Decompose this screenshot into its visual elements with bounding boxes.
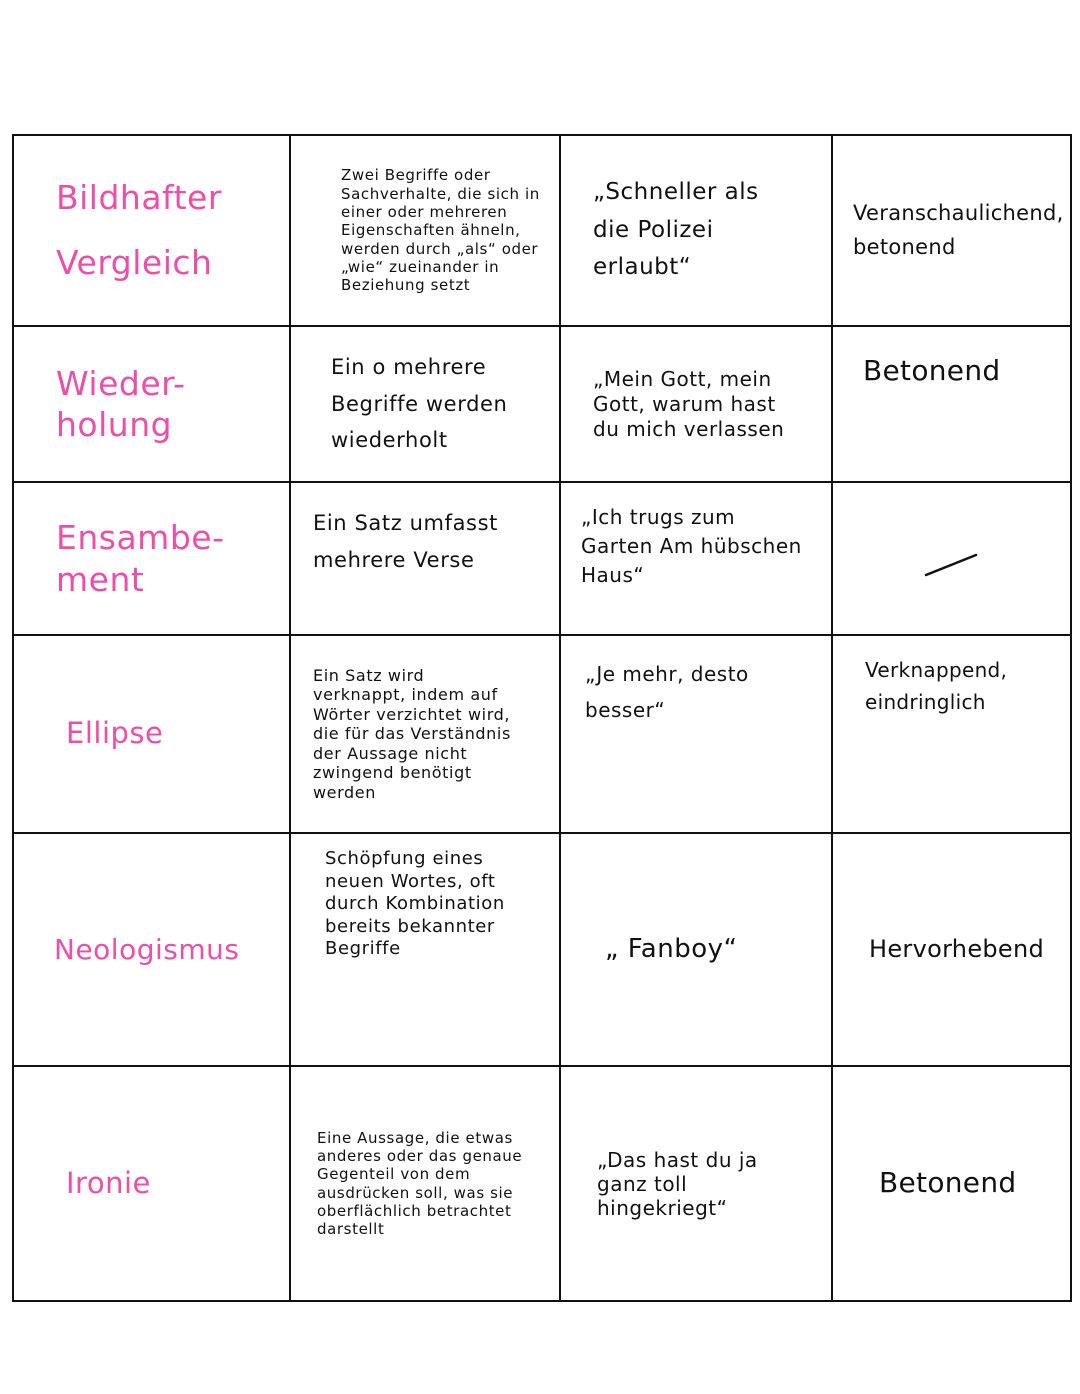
example: „Ich trugs zum Garten Am hübschen Haus“ bbox=[581, 505, 802, 587]
term: Ensambe-ment bbox=[56, 518, 225, 599]
definition: Ein Satz umfasst mehrere Verse bbox=[313, 511, 498, 572]
term: Bildhafter Vergleich bbox=[56, 178, 222, 282]
effect-cell bbox=[832, 1066, 1071, 1301]
table-row bbox=[13, 833, 1071, 1066]
definition: Ein o mehrere Begriffe werden wiederholt bbox=[331, 354, 508, 453]
term-cell bbox=[13, 1066, 290, 1301]
term: Ellipse bbox=[66, 716, 164, 751]
term: Neologismus bbox=[54, 932, 240, 966]
example-cell bbox=[560, 326, 832, 482]
example-cell bbox=[560, 135, 832, 326]
term-cell bbox=[13, 482, 290, 635]
example: „Je mehr, desto besser“ bbox=[585, 662, 749, 722]
table-row bbox=[13, 135, 1071, 326]
definition-cell bbox=[290, 833, 560, 1066]
table-row bbox=[13, 635, 1071, 833]
effect-cell bbox=[832, 635, 1071, 833]
definition-cell bbox=[290, 135, 560, 326]
definition: Ein Satz wird verknappt, indem auf Wörter verzichtet wird, die für das Verständnis der Aussage nicht zwingend benötigt werden bbox=[313, 665, 511, 802]
no-effect-dash-icon bbox=[922, 551, 982, 579]
example-cell bbox=[560, 1066, 832, 1301]
table-row bbox=[13, 482, 1071, 635]
example: „ Fanboy“ bbox=[605, 934, 738, 964]
example: „Das hast du ja ganz toll hingekriegt“ bbox=[597, 1147, 758, 1220]
example: „Schneller als die Polizei erlaubt“ bbox=[593, 178, 759, 281]
term-cell bbox=[13, 135, 290, 326]
term-cell bbox=[13, 635, 290, 833]
term-cell bbox=[13, 833, 290, 1066]
table-row bbox=[13, 1066, 1071, 1301]
term-cell bbox=[13, 326, 290, 482]
effect-cell bbox=[832, 326, 1071, 482]
worksheet bbox=[12, 134, 1070, 1300]
effect: Hervorhebend bbox=[869, 935, 1045, 964]
stylistic-devices-table bbox=[12, 134, 1072, 1302]
example-cell bbox=[560, 833, 832, 1066]
definition-cell bbox=[290, 482, 560, 635]
term: Ironie bbox=[66, 1165, 151, 1200]
table-row bbox=[13, 326, 1071, 482]
effect: Verknappend, eindringlich bbox=[865, 658, 1008, 714]
term: Wieder-holung bbox=[56, 363, 186, 444]
effect-cell bbox=[832, 833, 1071, 1066]
definition-cell bbox=[290, 635, 560, 833]
effect: Veranschaulichend, betonend bbox=[853, 200, 1064, 259]
definition: Eine Aussage, die etwas anderes oder das genaue Gegenteil von dem ausdrücken soll, was sie oberflächlich betrachtet darstellt bbox=[317, 1128, 523, 1239]
example-cell bbox=[560, 635, 832, 833]
effect: Betonend bbox=[863, 354, 1001, 387]
effect-cell bbox=[832, 482, 1071, 635]
example-cell bbox=[560, 482, 832, 635]
definition: Schöpfung eines neuen Wortes, oft durch Kombination bereits bekannter Begriffe bbox=[325, 848, 505, 959]
effect: Betonend bbox=[879, 1166, 1017, 1200]
definition-cell bbox=[290, 1066, 560, 1301]
effect-cell bbox=[832, 135, 1071, 326]
example: „Mein Gott, mein Gott, warum hast du mich verlassen bbox=[593, 366, 785, 441]
definition-cell bbox=[290, 326, 560, 482]
definition: Zwei Begriffe oder Sachverhalte, die sich in einer oder mehreren Eigenschaften ähneln, werden durch „als“ oder „wie“ zueinander in Beziehung setzt bbox=[341, 166, 540, 295]
